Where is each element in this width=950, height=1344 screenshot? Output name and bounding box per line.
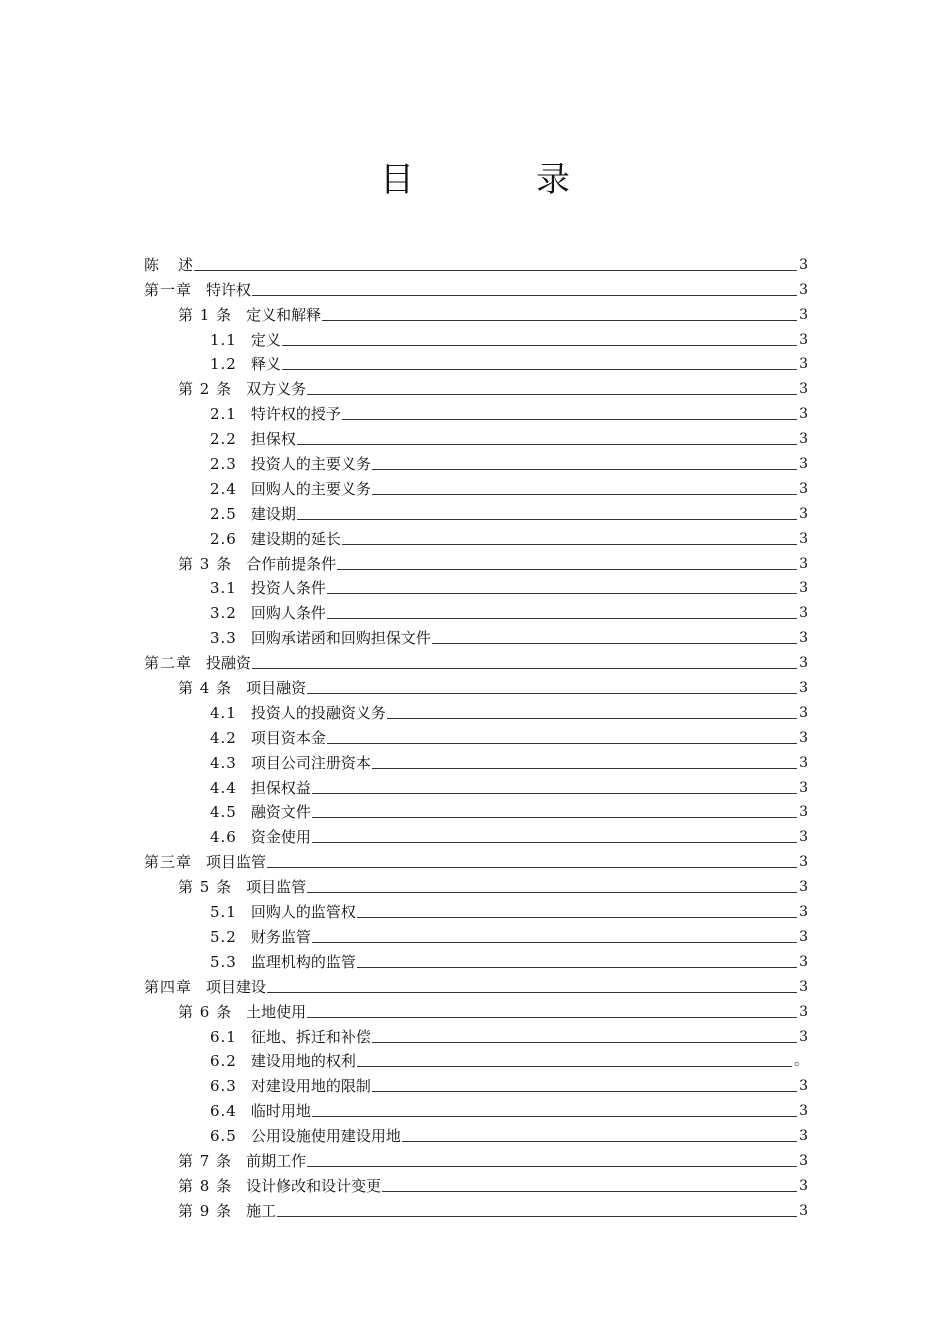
toc-leader-line xyxy=(252,294,797,296)
toc-entry-number: 6.2 xyxy=(210,1052,237,1071)
toc-entry-label: 投资人的主要义务 xyxy=(250,455,371,474)
toc-entry[interactable] xyxy=(144,748,808,773)
toc-leader-line xyxy=(342,418,797,420)
toc-entry-page-number: 3 xyxy=(799,406,808,423)
toc-entry-page-number: 3 xyxy=(799,356,808,373)
toc-entry-page-number: 3 xyxy=(799,1078,808,1095)
toc-entry-label: 双方义务 xyxy=(246,380,307,399)
toc-entry-number: 1.1 xyxy=(210,330,237,349)
toc-entry[interactable] xyxy=(144,847,808,872)
toc-entry[interactable] xyxy=(144,474,808,499)
toc-entry-page-number: 3 xyxy=(799,530,808,547)
toc-entry-page-number: 3 xyxy=(799,306,808,323)
toc-entry[interactable] xyxy=(144,673,808,698)
toc-entry-page-number: 3 xyxy=(799,456,808,473)
toc-leader-line xyxy=(372,1090,797,1092)
toc-entry-page-number: 3 xyxy=(799,978,808,995)
toc-entry-number: 4.1 xyxy=(210,703,237,722)
toc-leader-line xyxy=(297,443,797,445)
toc-entry[interactable] xyxy=(144,275,808,300)
toc-entry-page-number: 3 xyxy=(799,331,808,348)
toc-leader-line xyxy=(282,368,797,370)
toc-entry-page-number: 3 xyxy=(799,505,808,522)
toc-leader-line xyxy=(282,344,797,346)
toc-entry-label: 担保权 xyxy=(250,430,296,449)
toc-entry-page-number: 3 xyxy=(799,1202,808,1219)
toc-entry-page-number: 3 xyxy=(799,804,808,821)
table-of-contents xyxy=(144,250,808,1221)
toc-entry-number: 3.3 xyxy=(210,629,237,648)
toc-entry-label: 回购人的主要义务 xyxy=(250,479,371,498)
toc-leader-line xyxy=(372,468,797,470)
toc-entry-page-number: 3 xyxy=(799,904,808,921)
toc-entry-page-number: 3 xyxy=(799,1003,808,1020)
toc-entry-page-number: 3 xyxy=(799,854,808,871)
toc-entry[interactable] xyxy=(144,424,808,449)
toc-entry-page-number: 3 xyxy=(799,829,808,846)
toc-leader-line xyxy=(307,1165,797,1167)
toc-entry-page-number: 。 xyxy=(794,1053,808,1070)
toc-entry-label: 融资文件 xyxy=(250,803,311,822)
toc-entry-label: 征地、拆迁和补偿 xyxy=(250,1027,371,1046)
toc-leader-line xyxy=(312,941,797,943)
toc-entry-number: 2.2 xyxy=(210,430,237,449)
toc-entry-number: 1.2 xyxy=(210,355,237,374)
toc-entry-label: 释义 xyxy=(250,355,281,374)
toc-entry-label: 前期工作 xyxy=(246,1151,307,1170)
toc-leader-line xyxy=(322,319,797,321)
toc-entry-number: 2.4 xyxy=(210,479,237,498)
toc-entry-number: 2.6 xyxy=(210,529,237,548)
toc-entry-page-number: 3 xyxy=(799,953,808,970)
toc-entry[interactable] xyxy=(144,723,808,748)
toc-entry-page-number: 3 xyxy=(799,655,808,672)
toc-entry-page-number: 3 xyxy=(799,630,808,647)
toc-leader-line xyxy=(194,269,797,271)
toc-entry-number: 第一章 xyxy=(144,280,193,299)
toc-entry-label: 项目资本金 xyxy=(250,728,326,747)
toc-entry-page-number: 3 xyxy=(799,879,808,896)
toc-leader-line xyxy=(372,767,797,769)
toc-entry[interactable] xyxy=(144,773,808,798)
toc-leader-line xyxy=(307,393,797,395)
toc-entry-number: 4.2 xyxy=(210,728,237,747)
toc-entry-number: 3.1 xyxy=(210,579,237,598)
toc-leader-line xyxy=(312,841,797,843)
toc-entry[interactable] xyxy=(144,997,808,1022)
toc-entry-label: 项目监管 xyxy=(206,853,267,872)
toc-entry[interactable] xyxy=(144,1146,808,1171)
toc-entry[interactable] xyxy=(144,374,808,399)
toc-leader-line xyxy=(312,1115,797,1117)
toc-entry-label: 投融资 xyxy=(206,654,252,673)
toc-entry-number: 5.3 xyxy=(210,952,237,971)
toc-entry-number: 2.3 xyxy=(210,455,237,474)
toc-entry-page-number: 3 xyxy=(799,605,808,622)
toc-entry-number: 陈 xyxy=(144,255,161,274)
toc-leader-line xyxy=(297,518,797,520)
toc-leader-line xyxy=(252,667,797,669)
toc-entry-label: 项目监管 xyxy=(246,878,307,897)
toc-entry-page-number: 3 xyxy=(799,480,808,497)
toc-leader-line xyxy=(307,1016,797,1018)
toc-leader-line xyxy=(382,1190,797,1192)
toc-leader-line xyxy=(372,493,797,495)
toc-entry-number: 第 1 条 xyxy=(178,305,233,324)
toc-entry-label: 设计修改和设计变更 xyxy=(246,1176,382,1195)
toc-entry-label: 特许权 xyxy=(206,280,252,299)
toc-entry-number: 第四章 xyxy=(144,977,193,996)
toc-entry[interactable] xyxy=(144,1121,808,1146)
toc-entry-page-number: 3 xyxy=(799,281,808,298)
toc-entry[interactable] xyxy=(144,524,808,549)
toc-entry-page-number: 3 xyxy=(799,704,808,721)
toc-entry[interactable] xyxy=(144,449,808,474)
toc-entry-page-number: 3 xyxy=(799,1177,808,1194)
toc-entry[interactable] xyxy=(144,1171,808,1196)
toc-leader-line xyxy=(312,792,797,794)
toc-entry[interactable] xyxy=(144,872,808,897)
toc-entry-number: 5.2 xyxy=(210,927,237,946)
toc-entry-label: 财务监管 xyxy=(250,927,311,946)
toc-entry[interactable] xyxy=(144,399,808,424)
toc-entry-page-number: 3 xyxy=(799,928,808,945)
toc-entry-number: 2.5 xyxy=(210,504,237,523)
toc-entry-label: 回购人的监管权 xyxy=(250,903,356,922)
toc-entry-number: 5.1 xyxy=(210,903,237,922)
toc-entry-number: 4.5 xyxy=(210,803,237,822)
toc-entry-label: 回购人条件 xyxy=(250,604,326,623)
toc-entry-label: 公用设施使用建设用地 xyxy=(250,1127,401,1146)
toc-leader-line xyxy=(357,966,797,968)
toc-entry-label: 合作前提条件 xyxy=(246,554,337,573)
toc-leader-line xyxy=(327,617,797,619)
toc-entry[interactable] xyxy=(144,922,808,947)
toc-leader-line xyxy=(337,568,797,570)
toc-entry-label: 定义和解释 xyxy=(246,305,322,324)
toc-entry-page-number: 3 xyxy=(799,779,808,796)
toc-entry-label: 建设用地的权利 xyxy=(250,1052,356,1071)
toc-entry[interactable] xyxy=(144,598,808,623)
toc-entry-label: 回购承诺函和回购担保文件 xyxy=(250,629,431,648)
toc-leader-line xyxy=(267,866,797,868)
toc-entry[interactable] xyxy=(144,250,808,275)
toc-entry[interactable] xyxy=(144,822,808,847)
toc-entry[interactable] xyxy=(144,1096,808,1121)
toc-entry[interactable] xyxy=(144,897,808,922)
toc-leader-line xyxy=(387,717,797,719)
toc-entry-label: 建设期 xyxy=(250,504,296,523)
toc-entry[interactable] xyxy=(144,1022,808,1047)
toc-entry[interactable] xyxy=(144,972,808,997)
toc-entry-page-number: 3 xyxy=(799,1128,808,1145)
toc-entry-number: 第 6 条 xyxy=(178,1002,233,1021)
toc-entry[interactable] xyxy=(144,648,808,673)
toc-entry-label: 建设期的延长 xyxy=(250,529,341,548)
toc-entry[interactable] xyxy=(144,1196,808,1221)
toc-entry[interactable] xyxy=(144,1071,808,1096)
toc-entry-page-number: 3 xyxy=(799,381,808,398)
toc-entry[interactable] xyxy=(144,698,808,723)
toc-entry-number: 第 9 条 xyxy=(178,1201,233,1220)
toc-entry-label: 投资人条件 xyxy=(250,579,326,598)
toc-entry-label: 监理机构的监管 xyxy=(250,952,356,971)
toc-leader-line xyxy=(312,816,797,818)
toc-entry-number: 第 3 条 xyxy=(178,554,233,573)
toc-entry-number: 第三章 xyxy=(144,853,193,872)
toc-entry-number: 第 7 条 xyxy=(178,1151,233,1170)
toc-leader-line xyxy=(432,642,797,644)
toc-entry-number: 4.3 xyxy=(210,753,237,772)
toc-entry[interactable] xyxy=(144,549,808,574)
toc-entry-label: 项目公司注册资本 xyxy=(250,753,371,772)
toc-entry-page-number: 3 xyxy=(799,1103,808,1120)
toc-entry-label: 资金使用 xyxy=(250,828,311,847)
toc-entry-label: 述 xyxy=(178,255,194,274)
toc-entry[interactable] xyxy=(144,623,808,648)
toc-leader-line xyxy=(267,991,797,993)
toc-entry-number: 第 2 条 xyxy=(178,380,233,399)
toc-entry-number: 第 4 条 xyxy=(178,679,233,698)
toc-entry-number: 第 8 条 xyxy=(178,1176,233,1195)
toc-leader-line xyxy=(402,1140,797,1142)
toc-entry[interactable] xyxy=(144,947,808,972)
toc-leader-line xyxy=(342,543,797,545)
toc-entry-page-number: 3 xyxy=(799,1028,808,1045)
toc-entry-label: 特许权的授予 xyxy=(250,405,341,424)
toc-entry[interactable] xyxy=(144,300,808,325)
toc-entry-label: 项目建设 xyxy=(206,977,267,996)
toc-entry-page-number: 3 xyxy=(799,729,808,746)
toc-entry[interactable] xyxy=(144,574,808,599)
toc-entry[interactable] xyxy=(144,798,808,823)
toc-entry-page-number: 3 xyxy=(799,555,808,572)
toc-entry-label: 土地使用 xyxy=(246,1002,307,1021)
toc-entry-page-number: 3 xyxy=(799,431,808,448)
toc-entry-page-number: 3 xyxy=(799,754,808,771)
toc-leader-line xyxy=(357,1065,792,1067)
toc-entry-number: 6.1 xyxy=(210,1027,237,1046)
toc-entry-number: 6.3 xyxy=(210,1077,237,1096)
toc-entry[interactable] xyxy=(144,499,808,524)
toc-entry-number: 3.2 xyxy=(210,604,237,623)
toc-leader-line xyxy=(372,1041,797,1043)
toc-entry-label: 定义 xyxy=(250,330,281,349)
toc-entry-number: 6.5 xyxy=(210,1127,237,1146)
toc-entry-number: 第 5 条 xyxy=(178,878,233,897)
toc-leader-line xyxy=(327,592,797,594)
toc-entry[interactable] xyxy=(144,325,808,350)
toc-entry-label: 临时用地 xyxy=(250,1102,311,1121)
toc-entry-number: 第二章 xyxy=(144,654,193,673)
toc-entry-label: 对建设用地的限制 xyxy=(250,1077,371,1096)
toc-leader-line xyxy=(277,1215,797,1217)
toc-entry-label: 施工 xyxy=(246,1201,277,1220)
toc-leader-line xyxy=(357,916,797,918)
toc-entry-number: 6.4 xyxy=(210,1102,237,1121)
toc-entry-number: 2.1 xyxy=(210,405,237,424)
toc-entry-label: 投资人的投融资义务 xyxy=(250,703,386,722)
toc-entry[interactable] xyxy=(144,1047,808,1072)
page-title: 目 录 xyxy=(380,160,614,200)
toc-entry-label: 项目融资 xyxy=(246,679,307,698)
toc-entry-page-number: 3 xyxy=(799,680,808,697)
toc-entry-page-number: 3 xyxy=(799,256,808,273)
toc-leader-line xyxy=(327,742,797,744)
toc-entry[interactable] xyxy=(144,350,808,375)
toc-leader-line xyxy=(307,891,797,893)
toc-entry-page-number: 3 xyxy=(799,1152,808,1169)
toc-entry-label: 担保权益 xyxy=(250,778,311,797)
toc-entry-page-number: 3 xyxy=(799,580,808,597)
toc-entry-number: 4.4 xyxy=(210,778,237,797)
toc-leader-line xyxy=(307,692,797,694)
toc-entry-number: 4.6 xyxy=(210,828,237,847)
